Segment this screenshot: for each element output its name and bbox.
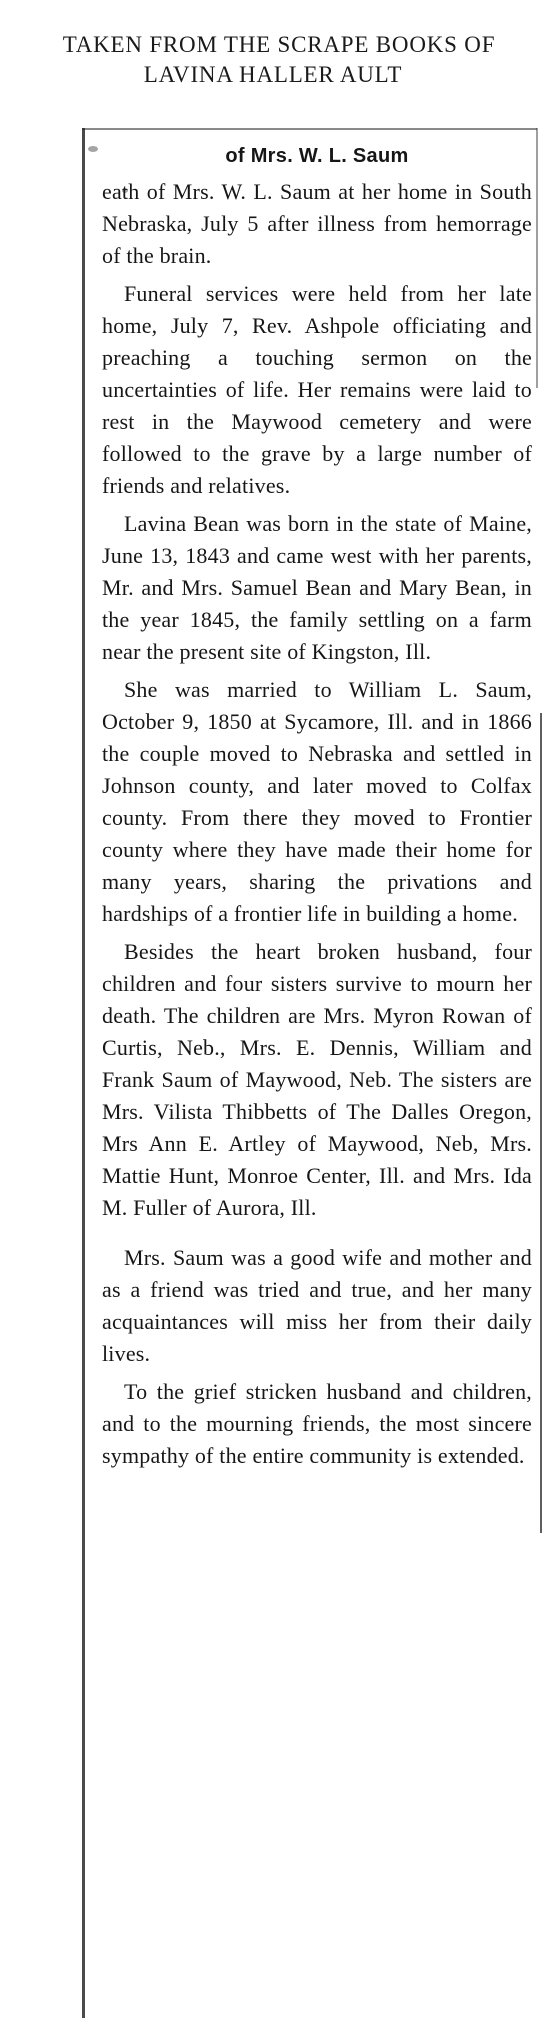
scrapbook-header-line-2: LAVINA HALLER AULT [143, 62, 403, 87]
scrapbook-header-line-1: TAKEN FROM THE SCRAPE BOOKS OF [62, 32, 496, 57]
article-paragraph-2: Funeral services were held from her late home, July 7, Rev. Ashpole officiating and preaching a touching sermon on the uncertainties of life. Her remains were laid to rest in the Maywood cemetery and were followed to the grave by a large number of friends and relatives. [102, 281, 532, 498]
obituary-headline: of Mrs. W. L. Saum [225, 145, 409, 167]
clipping-left-rule [82, 128, 85, 2018]
ink-smudge [88, 146, 98, 152]
clipping-right-rule-upper [536, 128, 538, 388]
article-paragraph-5: Besides the heart broken husband, four children and four sisters survive to mourn her death. The children are Mrs. Myron Rowan of Curtis, Neb., Mrs. E. Dennis, William and Frank Saum of Maywood, Neb. The sisters are Mrs. Vilista Thibbetts of The Dalles Oregon, Mrs Ann E. Artley of Maywood, Neb, Mrs. Mattie Hunt, Monroe Center, Ill. and Mrs. Ida M. Fuller of Aurora, Ill. [102, 939, 532, 1220]
clipping-top-rule [82, 128, 537, 130]
newspaper-clipping [82, 128, 542, 2018]
article-paragraph-3: Lavina Bean was born in the state of Maine, June 13, 1843 and came west with her parents, Mr. and Mrs. Samuel Bean and Mary Bean, in the year 1845, the family settling on a farm near the present site of Kingston, Ill. [102, 511, 532, 664]
scrapbook-header [0, 30, 546, 90]
article-paragraph-4: She was married to William L. Saum, October 9, 1850 at Sycamore, Ill. and in 1866 the couple moved to Nebraska and settled in Johnson county, and later moved to Colfax county. From there they moved to Frontier county where they have made their home for many years, sharing the privations and hardships of a frontier life in building a home. [102, 677, 532, 926]
article-paragraph-7: To the grief stricken husband and children, and to the mourning friends, the most sincere sympathy of the entire community is extended. [102, 1379, 532, 1468]
article-body [102, 142, 532, 1478]
article-paragraph-1: eath of Mrs. W. L. Saum at her home in South Nebraska, July 5 after illness from hemorrage of the brain. [102, 179, 532, 268]
clipping-right-rule [540, 713, 542, 1533]
article-paragraph-6: Mrs. Saum was a good wife and mother and as a friend was tried and true, and her many acquaintances will miss her from their daily lives. [102, 1245, 532, 1366]
